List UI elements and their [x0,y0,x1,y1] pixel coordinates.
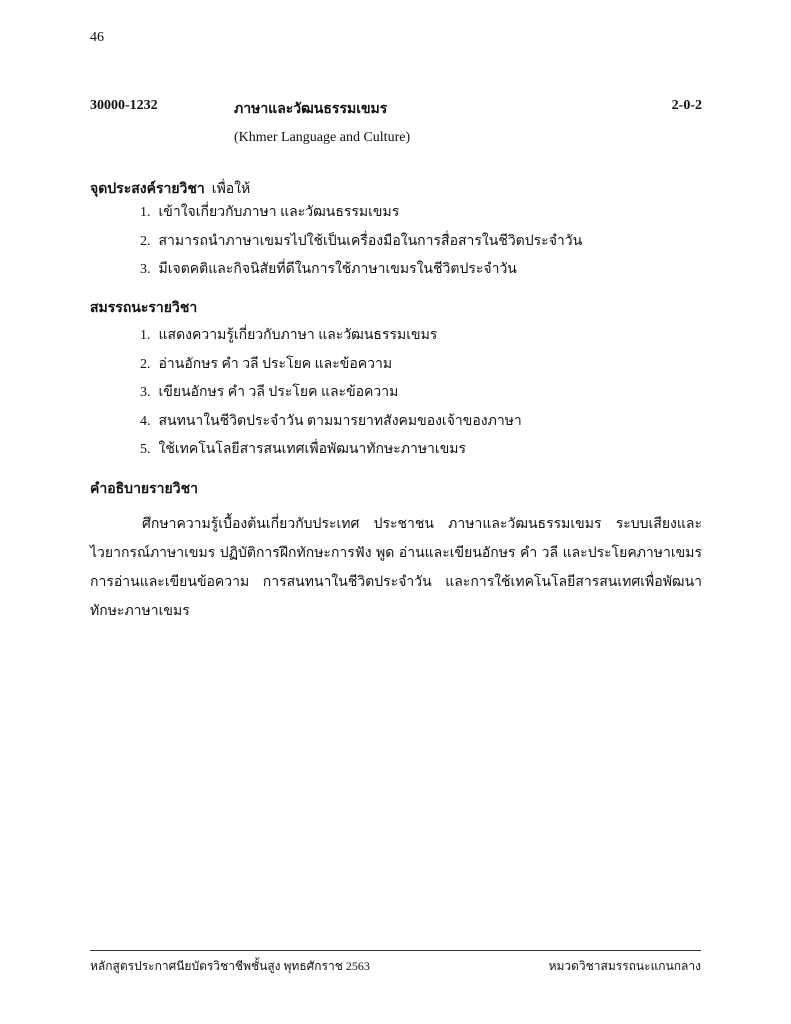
list-item-text: อ่านอักษร คำ วลี ประโยค และข้อความ [158,356,393,372]
competencies-list [140,326,522,469]
description-text: ศึกษาความรู้เบื้องต้นเกี่ยวกับประเทศ ประชาชน ภาษาและวัฒนธรรมเขมร ระบบเสียงและไวยากรณ์ภาษาเขมร ปฏิบัติการฝึกทักษะการฟัง พูด อ่านและเขียนอักษร คำ วลี และประโยคภาษาเขมร การอ่านและเขียนข้อความ การสนทนาในชีวิตประจำวัน และการใช้เทคโนโลยีสารสนเทศเพื่อพัฒนาทักษะภาษาเขมร [90,517,702,619]
objectives-heading-suffix: เพื่อให้ [211,182,251,197]
list-item-text: เขียนอักษร คำ วลี ประโยค และข้อความ [158,385,399,400]
list-item-text: ใช้เทคโนโลยีสารสนเทศเพื่อพัฒนาทักษะภาษาเขมร [158,442,467,457]
list-item-number: 4. [140,413,151,429]
list-item [140,326,522,355]
footer-subject-group: หมวดวิชาสมรรถนะแกนกลาง [548,959,701,973]
list-item-text: เข้าใจเกี่ยวกับภาษา และวัฒนธรรมเขมร [158,205,400,220]
objectives-heading-text: จุดประสงค์รายวิชา [90,182,205,197]
course-header [90,98,702,120]
list-item-number: 2. [140,356,151,372]
footer-divider [90,950,701,951]
description-heading: คำอธิบายรายวิชา [90,482,198,497]
course-title-english: (Khmer Language and Culture) [234,130,411,145]
page-number: 46 [90,30,104,45]
list-item [140,440,522,469]
list-item-number: 1. [140,328,151,343]
list-item [140,383,522,412]
objectives-list [140,203,582,289]
list-item-text: แสดงความรู้เกี่ยวกับภาษา และวัฒนธรรมเขมร [158,328,438,343]
list-item-number: 1. [140,205,151,220]
list-item-text: สามารถนำภาษาเขมรไปใช้เป็นเครื่องมือในการสื่อสารในชีวิตประจำวัน [158,233,583,249]
list-item [140,260,582,289]
list-item-number: 3. [140,262,151,277]
list-item [140,412,522,441]
objectives-heading [90,178,250,200]
course-code: 30000-1232 [90,98,158,113]
course-title-thai: ภาษาและวัฒนธรรมเขมร [234,102,388,117]
list-item-number: 2. [140,233,151,249]
list-item-number: 5. [140,442,151,457]
course-credits: 2-0-2 [671,98,702,113]
list-item [140,355,522,384]
footer-curriculum-title: หลักสูตรประกาศนียบัตรวิชาชีพชั้นสูง พุทธศักราช 2563 [90,959,370,973]
competencies-heading: สมรรถนะรายวิชา [90,301,198,316]
list-item-number: 3. [140,385,151,400]
list-item-text: สนทนาในชีวิตประจำวัน ตามมารยาทสังคมของเจ้าของภาษา [158,413,522,429]
list-item-text: มีเจตคติและกิจนิสัยที่ดีในการใช้ภาษาเขมรในชีวิตประจำวัน [158,262,517,277]
list-item [140,232,582,261]
list-item [140,203,582,232]
